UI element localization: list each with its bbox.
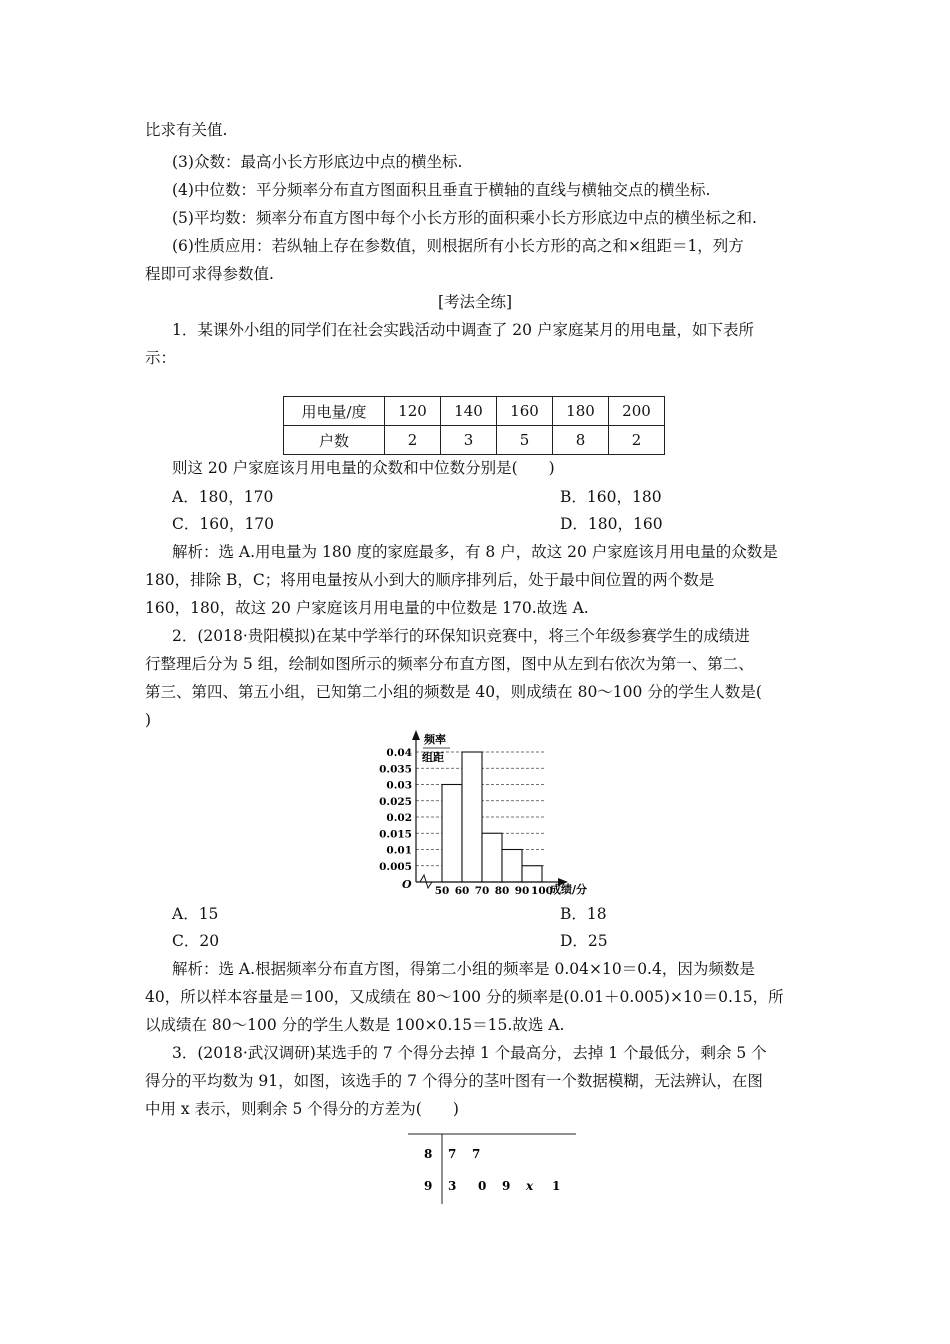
table-cell: 2 [385,426,441,455]
intro-line-median: (4)中位数：平分频率分布直方图面积且垂直于横轴的直线与横轴交点的横坐标. [172,181,711,199]
table-cell: 120 [385,397,441,426]
q2-stem-line-4: ) [145,711,152,729]
q1-option-d: D．180，160 [560,515,663,533]
y-tick-label: 0.035 [379,763,412,776]
q1-analysis-line-2: 180，排除 B，C；将用电量按从小到大的顺序排列后，处于最中间位置的两个数是 [145,571,715,589]
q2-analysis-line-3: 以成绩在 80～100 分的学生人数是 100×0.15＝15.故选 A. [145,1016,565,1034]
leaf: 0 [478,1179,487,1193]
x-tick-label: 80 [494,885,510,897]
leaf: 3 [448,1179,457,1193]
x-tick-label: 60 [454,885,470,897]
section-title: [考法全练] [437,293,513,311]
q2-analysis-line-2: 40，所以样本容量是＝100，又成绩在 80～100 分的频率是(0.01＋0.005)×10＝0.15，所 [145,988,784,1006]
table-cell: 5 [497,426,553,455]
leaf: 7 [448,1147,457,1161]
q1-option-c: C．160，170 [172,515,275,533]
q1-stem-line-2: 示： [145,349,177,367]
q2-option-a: A．15 [172,905,219,923]
table-cell: 3 [441,426,497,455]
y-tick-label: 0.015 [379,828,412,841]
q1-analysis-line-3: 160，180，故这 20 户家庭该月用电量的中位数是 170.故选 A. [145,599,589,617]
y-label-bottom: 组距 [422,751,444,764]
intro-line-mode: (3)众数：最高小长方形底边中点的横坐标. [172,153,463,171]
table-cell: 2 [609,426,665,455]
q2-option-b: B．18 [560,905,607,923]
intro-line-property: (6)性质应用：若纵轴上存在参数值，则根据所有小长方形的高之和×组距＝1，列方 [172,237,744,255]
q2-option-c: C．20 [172,932,220,950]
leaf-unknown: x [526,1179,534,1193]
q3-stem-line-3: 中用 x 表示，则剩余 5 个得分的方差为( ) [145,1100,459,1118]
x-axis-label: 成绩/分 [550,883,588,896]
y-tick-label: 0.005 [379,860,412,873]
q1-question: 则这 20 户家庭该月用电量的众数和中位数分别是( ) [172,459,555,477]
stem-leaf-plot [400,1128,590,1208]
y-tick-label: 0.02 [386,812,412,824]
x-tick-label: 50 [434,885,450,897]
leaf: 1 [552,1179,561,1193]
q2-analysis-line-1: 解析：选 A.根据频率分布直方图，得第二小组的频率是 0.04×10＝0.4，因为频数是 [172,960,755,978]
stem-9: 9 [424,1179,433,1193]
q3-stem-line-1: 3．(2018·武汉调研)某选手的 7 个得分去掉 1 个最高分，去掉 1 个最低分，剩余 5 个 [172,1044,767,1062]
table-cell: 200 [609,397,665,426]
q3-stem-line-2: 得分的平均数为 91，如图，该选手的 7 个得分的茎叶图有一个数据模糊，无法辨认，在图 [145,1072,763,1090]
y-axis-arrow-icon [412,730,420,740]
histogram-bar [442,785,462,883]
leaf: 7 [472,1147,481,1161]
q1-analysis-line-1: 解析：选 A.用电量为 180 度的家庭最多，有 8 户，故这 20 户家庭该月用电量的众数是 [172,543,778,561]
origin-label: O [402,878,412,891]
usage-table [283,396,665,455]
table-cell: 8 [553,426,609,455]
histogram-bar [502,850,522,883]
table-header-usage: 用电量/度 [284,397,385,426]
table-cell: 180 [553,397,609,426]
leaf: 9 [502,1179,511,1193]
q2-stem-line-3: 第三、第四、第五小组，已知第二小组的频数是 40，则成绩在 80～100 分的学生人数是( [145,683,762,701]
stem-8: 8 [424,1147,433,1161]
x-tick-label: 70 [474,885,490,897]
q2-stem-line-1: 2．(2018·贵阳模拟)在某中学举行的环保知识竞赛中，将三个年级参赛学生的成绩进 [172,627,750,645]
q1-stem-line-1: 1．某课外小组的同学们在社会实践活动中调查了 20 户家庭某月的用电量，如下表所 [172,321,754,339]
y-tick-label: 0.025 [379,795,412,808]
table-row [284,426,665,455]
table-header-households: 户数 [284,426,385,455]
table-row [284,397,665,426]
frequency-histogram [350,730,610,900]
histogram-bar [522,866,542,882]
q2-stem-line-2: 行整理后分为 5 组，绘制如图所示的频率分布直方图，图中从左到右依次为第一、第二、 [145,655,754,673]
q2-option-d: D．25 [560,932,608,950]
histogram-bar [482,833,502,882]
y-label-top: 频率 [424,733,446,746]
x-tick-label: 90 [514,885,530,897]
table-cell: 140 [441,397,497,426]
q1-option-a: A．180，170 [172,488,274,506]
y-tick-label: 0.04 [386,747,412,759]
intro-line-property-cont: 程即可求得参数值. [145,265,274,283]
y-tick-label: 0.01 [386,844,412,857]
intro-line-mean: (5)平均数：频率分布直方图中每个小长方形的面积乘小长方形底边中点的横坐标之和. [172,209,757,227]
intro-line-0: 比求有关值. [145,121,228,139]
y-tick-label: 0.03 [386,779,412,792]
histogram-bar [462,752,482,882]
q1-option-b: B．160，180 [560,488,662,506]
x-tick-label: 100 [531,885,553,897]
table-cell: 160 [497,397,553,426]
